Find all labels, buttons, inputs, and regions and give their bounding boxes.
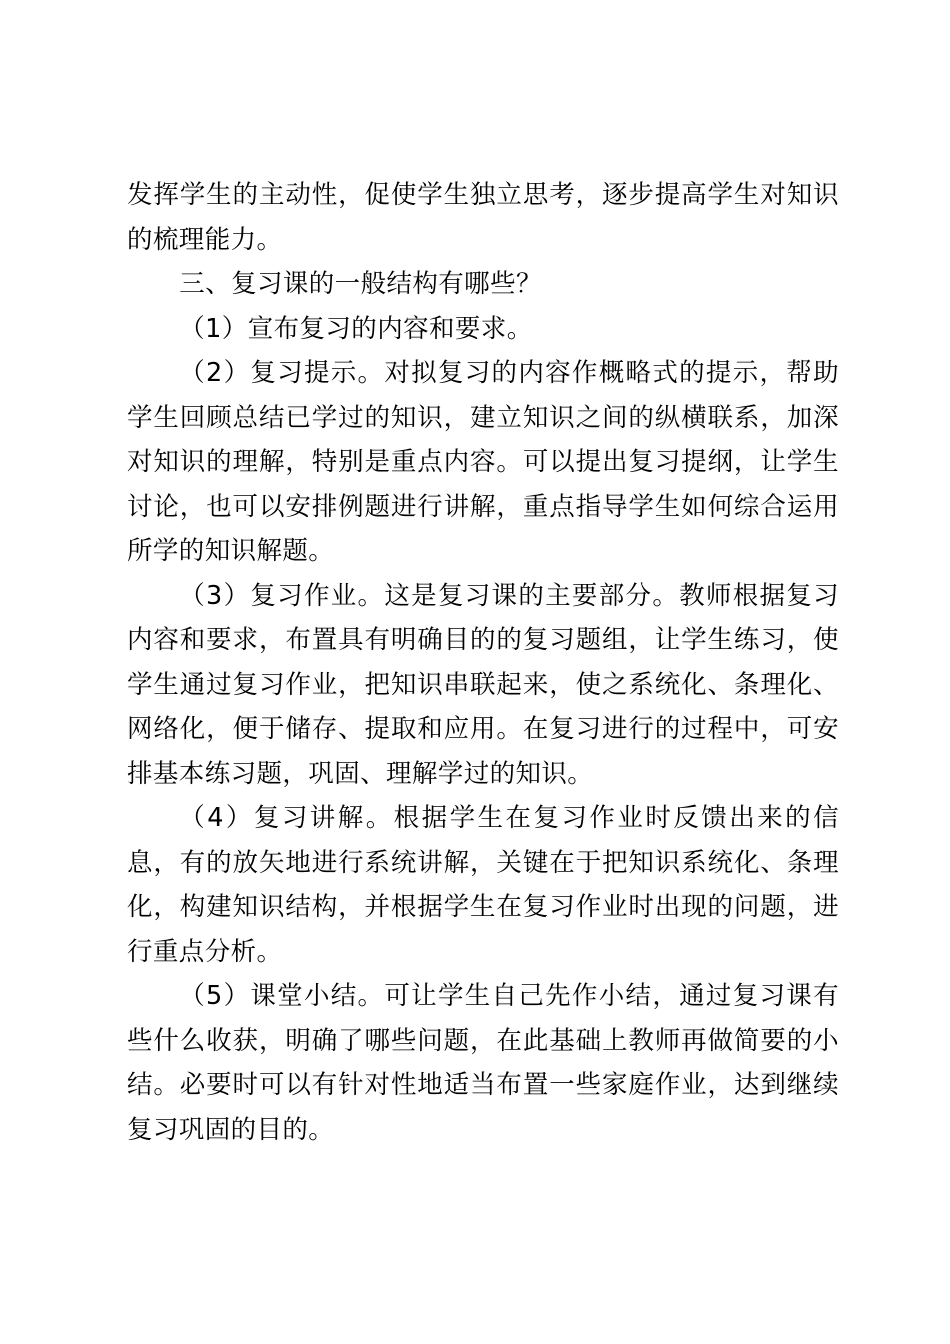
paragraph-item-3: （3）复习作业。这是复习课的主要部分。教师根据复习内容和要求，布置具有明确目的的复习题组，让学生练习，使学生通过复习作业，把知识串联起来，使之系统化、条理化、网络化，便于储存、提取和应用。在复习进行的过程中，可安排基本练习题，巩固、理解学过的知识。	[127, 580, 839, 789]
paragraph-item-2: （2）复习提示。对拟复习的内容作概略式的提示，帮助学生回顾总结已学过的知识，建立知识之间的纵横联系，加深对知识的理解，特别是重点内容。可以提出复习提纲，让学生讨论，也可以安排例题进行讲解，重点指导学生如何综合运用所学的知识解题。	[127, 358, 839, 566]
document-body	[127, 173, 839, 1152]
section-heading: 三、复习课的一般结构有哪些？	[179, 269, 542, 299]
paragraph-item-4: （4）复习讲解。根据学生在复习作业时反馈出来的信息，有的放矢地进行系统讲解，关键在于把知识系统化、条理化，构建知识结构，并根据学生在复习作业时出现的问题，进行重点分析。	[127, 803, 839, 967]
paragraph-item-5: （5）课堂小结。可让学生自己先作小结，通过复习课有些什么收获，明确了哪些问题，在此基础上教师再做简要的小结。必要时可以有针对性地适当布置一些家庭作业，达到继续复习巩固的目的。	[127, 981, 839, 1145]
paragraph-continuation: 发挥学生的主动性，促使学生独立思考，逐步提高学生对知识的梳理能力。	[127, 180, 839, 255]
paragraph-item-1: （1）宣布复习的内容和要求。	[179, 313, 533, 344]
